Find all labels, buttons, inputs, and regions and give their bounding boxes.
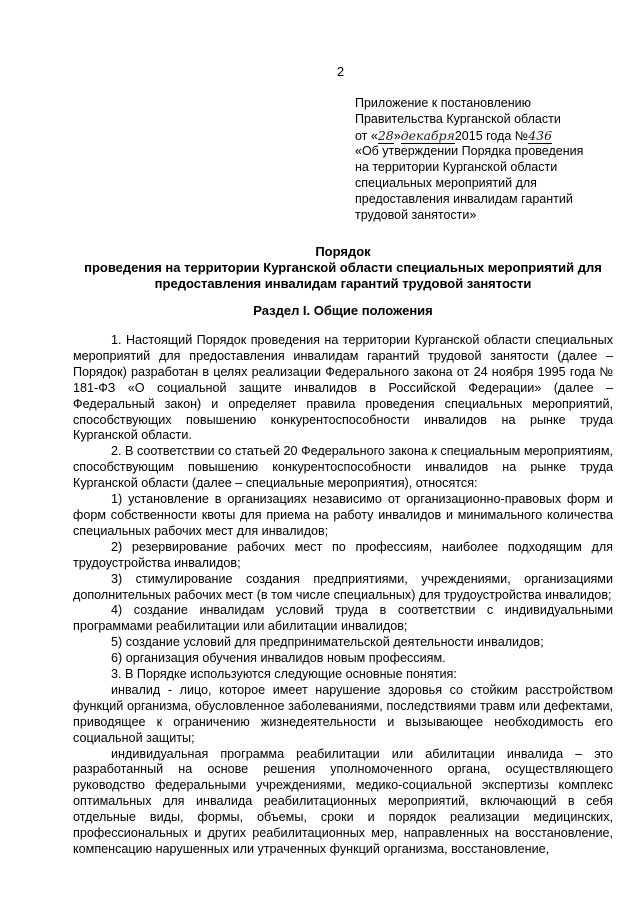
appendix-line: трудовой занятости» [355,207,477,222]
appendix-line: на территории Курганской области [355,160,558,175]
paragraph: 6) организация обучения инвалидов новым профессиям. [111,651,446,666]
appendix-line: «Об утверждении Порядка проведения [355,144,584,159]
paragraph: 3. В Порядке используются следующие основные понятия: [111,667,457,682]
paragraph: индивидуальная программа реабилитации или абилитации инвалида – это разработанный на основе решения уполномоченного органа, осуществляющего руководство федеральными учреждениями, медико-социальной экспертизы комплекс оптимальных для инвалида реабилитационных мероприятий, включающий в себя отдельные виды, формы, объемы, сроки и порядок реализации медицинских, профессиональных и других реабилитационных мер, направленных на восстановление, компенсацию нарушенных или утраченных функций организма, восстановление, [73,746,613,856]
date-prefix: от « [355,128,378,143]
document-title [73,244,613,291]
handwritten-month: декабря [400,127,455,143]
appendix-block [355,96,605,223]
paragraph: 2. В соответствии со статьей 20 Федерального закона к специальным мероприятиям, способствующим повышению конкурентоспособности инвалидов на рынке труда Курганской области (далее – специальные мероприятия), относятся: [73,444,613,491]
title-heading: Порядок [315,244,371,259]
appendix-line: Правительства Курганской области [355,111,561,126]
paragraph: 1) установление в организациях независимо от организационно-правовых форм и форм собственности квоты для приема на работу инвалидов и минимального количества специальных рабочих мест для инвалидов; [73,492,613,538]
paragraph: 2) резервирование рабочих мест по профессиям, наиболее подходящим для трудоустройства инвалидов; [73,539,613,570]
paragraph: 3) стимулирование создания предприятиями, учреждениями, организациями дополнительных рабочих мест (в том числе специальных) для трудоустройства инвалидов; [73,571,613,602]
body-text [73,333,613,858]
paragraph: инвалид - лицо, которое имеет нарушение здоровья со стойким расстройством функций организма, обусловленное заболеваниями, последствиями травм или дефектами, приводящее к ограничению жизнедеятельности и вызывающее необходимость его социальной защиты; [73,682,613,745]
title-subtitle-line: предоставления инвалидам гарантий трудовой занятости [154,275,532,291]
date-suffix: 2015 года № [454,128,529,143]
handwritten-number: 436 [528,127,553,143]
section-title: Раздел I. Общие положения [253,303,433,318]
paragraph: 5) создание условий для предпринимательской деятельности инвалидов; [111,635,544,650]
appendix-line: специальных мероприятий для [355,175,537,190]
appendix-date-line [355,128,605,145]
handwritten-day: 28 [377,127,394,143]
date-mid: » [393,128,401,143]
title-subtitle-line: проведения на территории Курганской области специальных мероприятий для [84,259,602,275]
paragraph: 4) создание инвалидам условий труда в соответствии с индивидуальными программами реабилитации или абилитации инвалидов; [73,603,613,634]
appendix-line: Приложение к постановлению [355,96,531,110]
page-number: 2 [336,64,345,79]
paragraph: 1. Настоящий Порядок проведения на территории Курганской области специальных мероприятий для предоставления инвалидам гарантий трудовой занятости (далее – Порядок) разработан в целях реализации Федерального закона от 24 ноября 1995 года № 181-ФЗ «О социальной защите инвалидов в Российской Федерации» (далее – Федеральный закон) и определяет правила проведения специальных мероприятий, способствующих повышению конкурентоспособности инвалидов на рынке труда Курганской области. [73,333,613,443]
appendix-line: предоставления инвалидам гарантий [355,191,573,206]
